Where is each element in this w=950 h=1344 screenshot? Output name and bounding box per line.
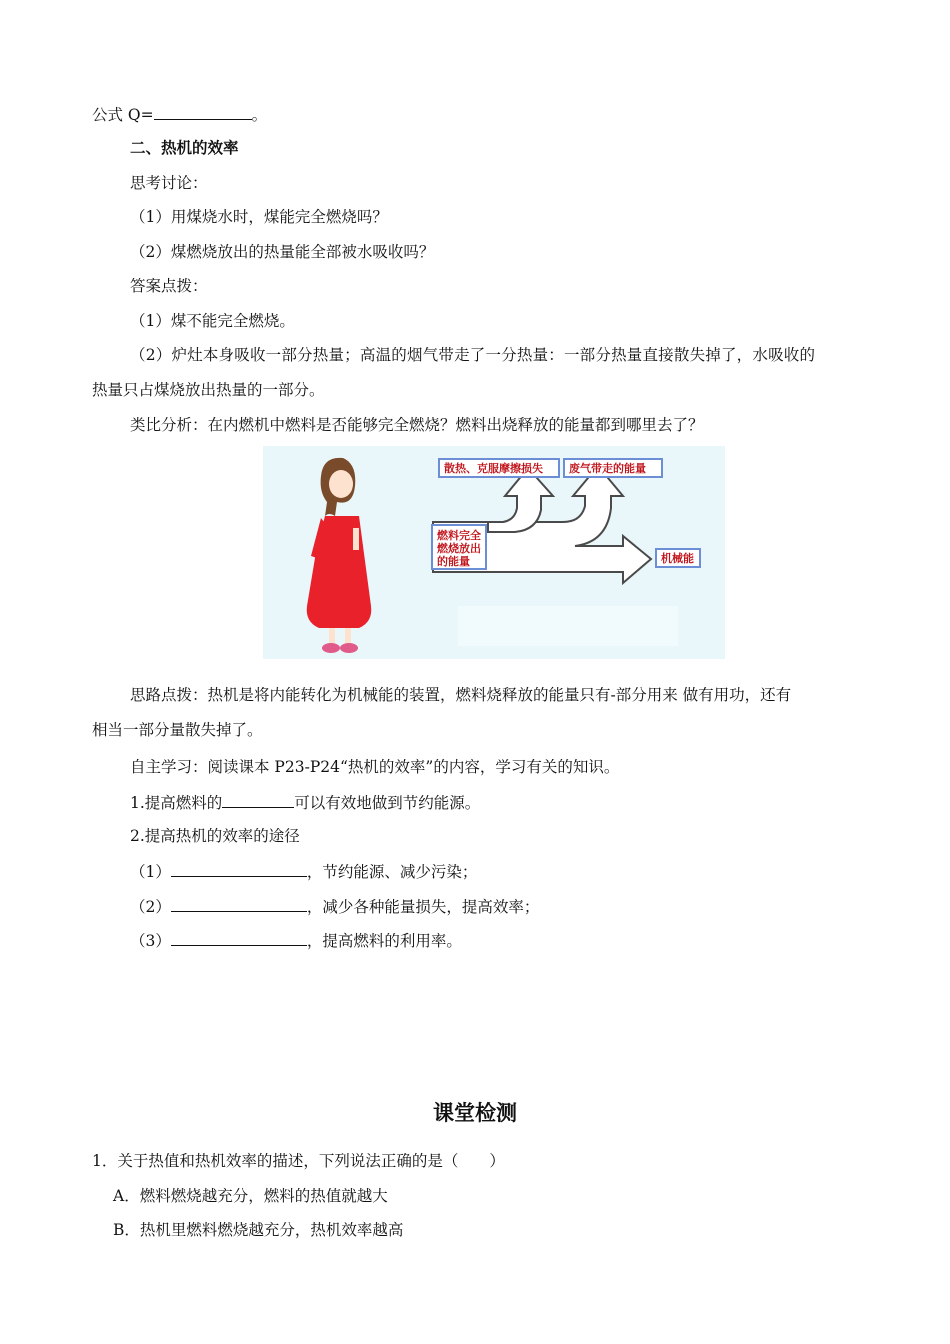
answer-blank[interactable] — [154, 104, 252, 120]
formula-line — [92, 104, 267, 125]
item-1 — [130, 792, 480, 813]
mechanical-energy-box: 机械能 — [655, 548, 701, 568]
formula-prefix: 公式 Q= — [92, 106, 154, 124]
answer-2-line2: 热量只占煤烧放出热量的一部分。 — [92, 381, 325, 399]
hint-line2: 相当一部分量散失掉了。 — [92, 721, 263, 739]
sub-item-3 — [130, 930, 462, 951]
answer-blank[interactable] — [222, 792, 294, 808]
question-1: （1）用煤烧水时，煤能完全燃烧吗？ — [130, 208, 388, 226]
sub-item-2-suffix: ，减少各种能量损失，提高效率； — [306, 898, 540, 916]
answer-blank[interactable] — [171, 930, 307, 946]
item-1-suffix: 可以有效地做到节约能源。 — [294, 794, 481, 812]
girl-figure-illustration — [307, 458, 372, 653]
question-2: （2）煤燃烧放出的热量能全部被水吸收吗？ — [130, 243, 435, 261]
sub-item-2 — [130, 896, 539, 917]
section-heading: 二、热机的效率 — [130, 139, 239, 157]
answer-1: （1）煤不能完全燃烧。 — [130, 312, 295, 330]
fuel-energy-box: 燃料完全燃烧放出的能量 — [431, 524, 487, 570]
sub-item-1-suffix: ，节约能源、减少污染； — [306, 863, 478, 881]
exhaust-box: 废气带走的能量 — [563, 458, 663, 478]
discussion-title: 思考讨论： — [130, 174, 208, 192]
quiz-question-1: 1．关于热值和热机效率的描述，下列说法正确的是（ ） — [92, 1152, 505, 1170]
answer-blank[interactable] — [171, 896, 307, 912]
sub-item-2-prefix: （2） — [130, 898, 171, 916]
blank-area — [458, 606, 678, 646]
answer-2-line1: （2）炉灶本身吸收一部分热量；高温的烟气带走了一分热量：一部分热量直接散失掉了，水吸收的 — [130, 346, 816, 364]
sub-item-1-prefix: （1） — [130, 863, 171, 881]
answer-title: 答案点拨： — [130, 277, 208, 295]
self-study-intro: 自主学习：阅读课本 P23-P24“热机的效率”的内容，学习有关的知识。 — [130, 758, 620, 776]
quiz-option-b[interactable]: B．热机里燃料燃烧越充分，热机效率越高 — [113, 1221, 404, 1239]
sub-item-3-suffix: ，提高燃料的利用率。 — [306, 932, 462, 950]
hint-line1: 思路点拨：热机是将内能转化为机械能的装置，燃料烧释放的能量只有-部分用来 做有用功，还有 — [130, 686, 792, 704]
answer-blank[interactable] — [171, 861, 307, 877]
sub-item-3-prefix: （3） — [130, 932, 171, 950]
loss-box: 散热、克服摩擦损失 — [438, 458, 560, 478]
item-1-prefix: 1.提高燃料的 — [130, 794, 223, 812]
quiz-title: 课堂检测 — [433, 1101, 517, 1125]
analogy-text: 类比分析：在内燃机中燃料是否能够完全燃烧？燃料出烧释放的能量都到哪里去了？ — [130, 416, 704, 434]
energy-flow-diagram — [263, 446, 725, 659]
quiz-option-a[interactable]: A．燃料燃烧越充分，燃料的热值就越大 — [113, 1187, 388, 1205]
formula-suffix: 。 — [251, 106, 268, 124]
sub-item-1 — [130, 861, 477, 882]
item-2: 2.提高热机的效率的途径 — [130, 827, 300, 845]
